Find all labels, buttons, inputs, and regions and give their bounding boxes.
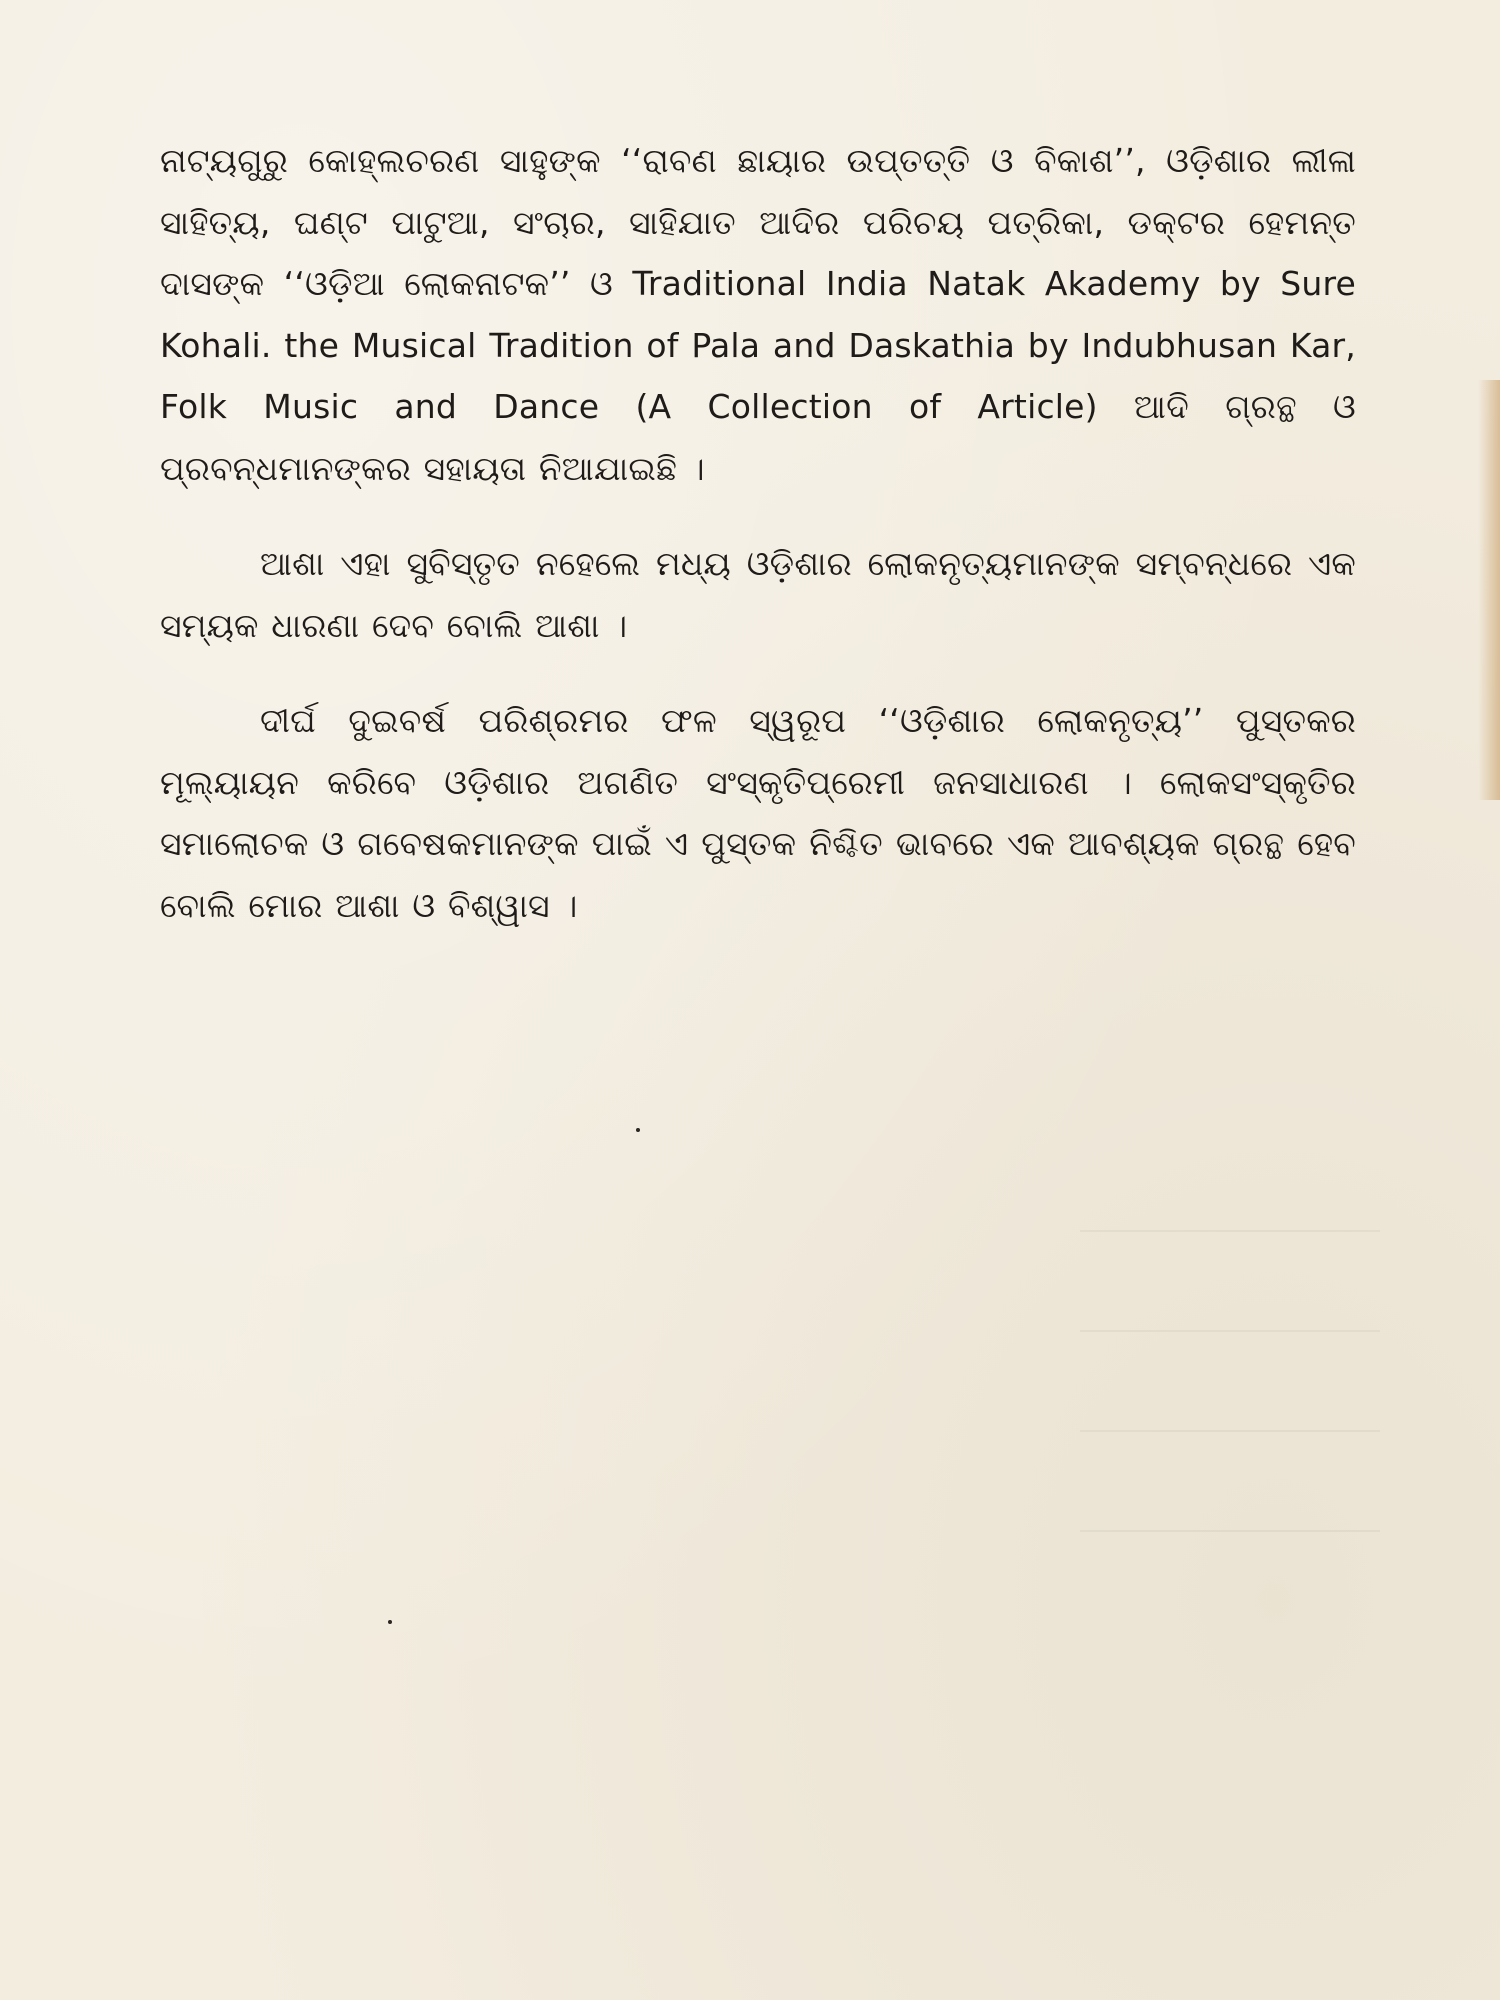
ink-speck [636,1128,640,1132]
bleed-through-line [1080,1230,1380,1232]
body-text [160,130,1356,936]
paragraph-conclusion: ଦୀର୍ଘ ଦୁଇବର୍ଷ ପରିଶ୍ରମର ଫଳ ସ୍ୱରୂପ ‘‘ଓଡ଼ିଶାର ଲୋକନୃତ୍ୟ’’ ପୁସ୍ତକର ମୂଲ୍ୟାୟନ କରିବେ ଓଡ଼ିଶାର ଅଗଣିତ ସଂସ୍କୃତିପ୍ରେମୀ ଜନସାଧାରଣ । ଲୋକସଂସ୍କୃତିର ସମାଲୋଚକ ଓ ଗବେଷକମାନଙ୍କ ପାଇଁ ଏ ପୁସ୍ତକ ନିଶ୍ଚିତ ଭାବରେ ଏକ ଆବଶ୍ୟକ ଗ୍ରନ୍ଥ ହେବ ବୋଲି ମୋର ଆଶା ଓ ବିଶ୍ୱାସ । [160,701,1356,925]
paragraph-hope: ଆଶା ଏହା ସୁବିସ୍ତୃତ ନହେଲେ ମଧ୍ୟ ଓଡ଼ିଶାର ଲୋକନୃତ୍ୟମାନଙ୍କ ସମ୍ବନ୍ଧରେ ଏକ ସମ୍ୟକ ଧାରଣା ଦେବ ବୋଲି ଆଶା । [160,544,1356,645]
paragraph-sources: ନାଟ୍ୟଗୁରୁ କୋହ୍ଲଚରଣ ସାହୁଙ୍କ ‘‘ରାବଣ ଛାୟାର ଉପ୍ତତ୍ତି ଓ ବିକାଶ’’, ଓଡ଼ିଶାର ଲୀଳା ସାହିତ୍ୟ, ଘଣ୍ଟ ପାଟୁଆ, ସଂଚାର, ସାହିଯାତ ଆଦିର ପରିଚୟ ପତ୍ରିକା, ଡକ୍ଟର ହେମନ୍ତ ଦାସଙ୍କ ‘‘ଓଡ଼ିଆ ଲୋକନାଟକ’’ ଓ Traditional India Natak Akademy by Sure Kohali. the Musical Tradition of Pala and Daskathia by Indubhusan Kar, Folk Music and Dance (A Collection of Article) ଆଦି ଗ୍ରନ୍ଥ ଓ ପ୍ରବନ୍ଧମାନଙ୍କର ସହାୟତା ନିଆଯାଇଛି । [160,141,1356,488]
paper-edge-stain [1478,380,1500,800]
bleed-through-line [1080,1330,1380,1332]
ink-speck [388,1620,392,1624]
bleed-through-line [1080,1530,1380,1532]
bleed-through-line [1080,1430,1380,1432]
